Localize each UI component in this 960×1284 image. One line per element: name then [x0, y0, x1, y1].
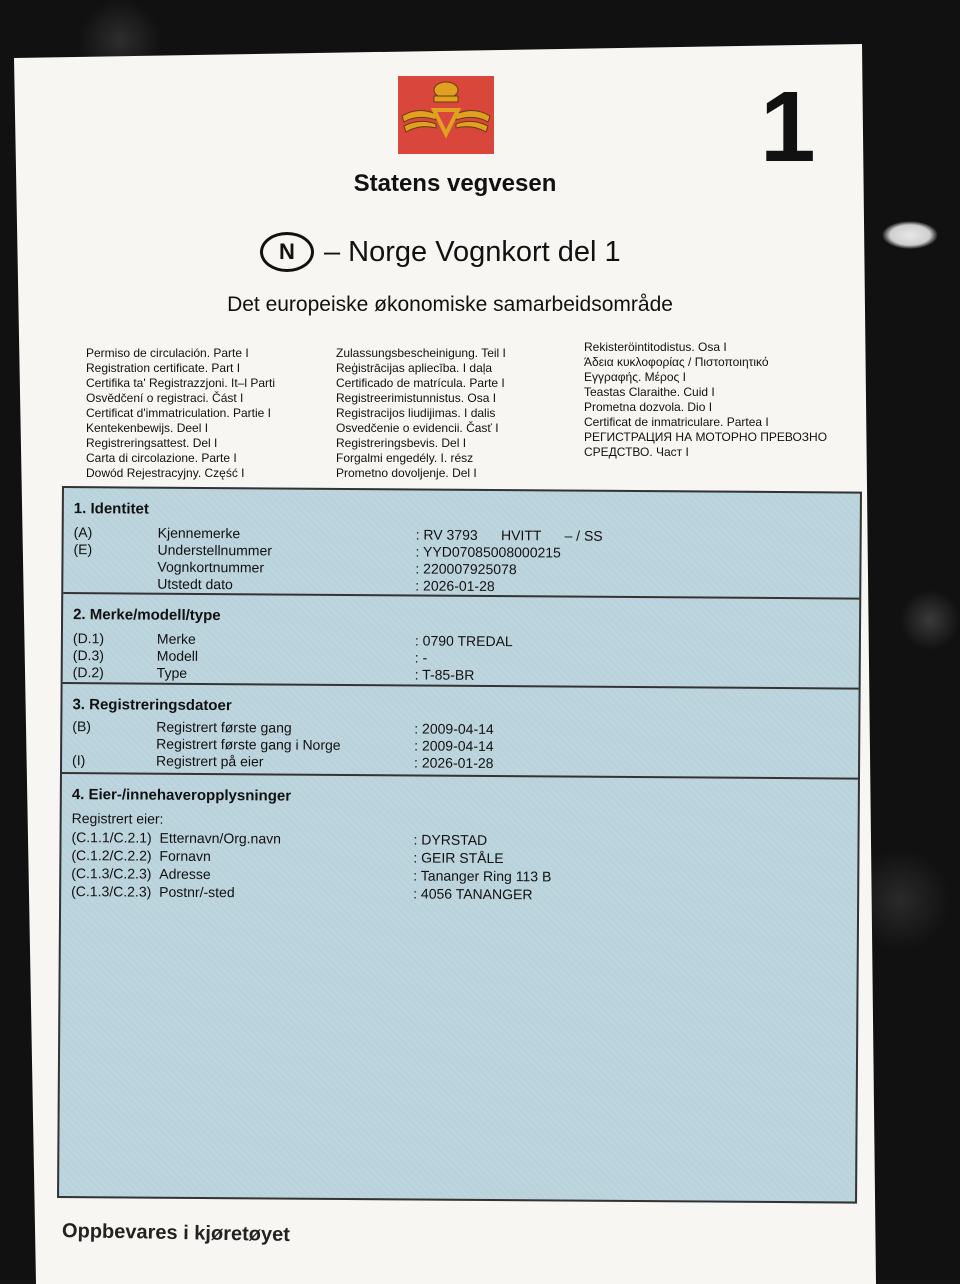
language-line: Registration certificate. Part I [86, 361, 241, 375]
field-code: (D.2) [72, 664, 104, 681]
crown-wheel-emblem-icon [398, 76, 494, 154]
field-label: Kjennemerke [157, 524, 241, 542]
field-code: (D.3) [72, 647, 104, 664]
document-title [260, 232, 621, 272]
field-label: Etternavn/Org.navn [159, 829, 282, 847]
field-value: : - [414, 649, 428, 666]
field-label: Utstedt dato [157, 575, 233, 593]
section-title: 3. Registreringsdatoer [72, 696, 232, 715]
field-value: : RV 3793 HVITT – / SS [415, 526, 603, 544]
language-line: Teastas Claraithe. Cuid I [584, 385, 715, 399]
section-title: 4. Eier-/innehaveropplysninger [71, 786, 292, 805]
language-line: Prometno dovoljenje. Del I [336, 466, 477, 480]
field-value: : DYRSTAD [413, 831, 488, 848]
field-label: Vognkortnummer [157, 558, 265, 576]
field-code: (E) [73, 541, 93, 558]
page-number: 1 [760, 71, 816, 183]
language-list-1 [86, 346, 275, 481]
field-code: (B) [72, 718, 92, 735]
field-label: Merke [156, 630, 196, 647]
language-line: Carta di circolazione. Parte I [86, 451, 237, 465]
agency-name: Statens vegvesen [353, 170, 557, 197]
field-label: Registrert første gang [156, 718, 292, 736]
language-line: Certificado de matrícula. Parte I [336, 376, 505, 390]
field-code: (I) [72, 752, 86, 769]
field-value: : T-85-BR [414, 666, 475, 683]
language-line: Rekisteröintitodistus. Osa I [584, 340, 727, 354]
language-line: Permiso de circulación. Parte I [86, 346, 249, 360]
field-value: : Tananger Ring 113 B [413, 867, 552, 885]
language-line: Prometna dozvola. Dio I [584, 400, 713, 414]
field-value: : 2026-01-28 [414, 754, 494, 772]
language-line: Forgalmi engedély. I. rész [336, 451, 474, 465]
field-code: (C.1.3/C.2.3) [71, 883, 152, 900]
field-label: Adresse [159, 865, 211, 883]
field-value: : 2026-01-28 [415, 577, 495, 595]
language-line: Dowód Rejestracyjny. Część I [86, 466, 245, 480]
language-line: Εγγραφής. Μέρος I [584, 370, 686, 384]
language-line: Osvedčenie o evidencii. Časť I [336, 421, 499, 435]
field-label: Type [156, 664, 188, 681]
field-label: Postnr/-sted [159, 883, 235, 901]
language-line: Registreringsattest. Del I [86, 436, 218, 450]
field-code: (A) [73, 524, 93, 541]
field-label: Registrert første gang i Norge [156, 735, 341, 753]
language-line: Certificat d'immatriculation. Partie I [86, 406, 272, 420]
section-merke-modell-type [63, 594, 860, 690]
field-label: Fornavn [159, 847, 211, 865]
language-line: Registreerimistunnistus. Osa I [336, 391, 497, 405]
language-line: Zulassungsbescheinigung. Teil I [336, 346, 506, 360]
field-value: : 2009-04-14 [414, 720, 494, 738]
language-line: Certifika ta' Registrazzjoni. It–l Parti [86, 376, 276, 390]
section-identitet [63, 488, 860, 600]
language-line: Osvědčení o registraci. Část I [86, 391, 244, 405]
language-line: Kentekenbewijs. Deel I [86, 421, 209, 435]
language-line: Άδεια κυκλοφορίας / Πιστοποιητικό [584, 355, 769, 369]
field-label: Modell [156, 647, 199, 664]
field-label: Registrert på eier [156, 752, 264, 770]
field-value: : 0790 TREDAL [414, 632, 513, 650]
document-subtitle: Det europeiske økonomiske samarbeidsområde [227, 293, 673, 316]
language-line: Reģistrācijas apliecība. I daļa [336, 361, 493, 375]
field-value: : YYD07085008000215 [415, 543, 561, 561]
language-list-2 [336, 346, 506, 481]
field-value: : 4056 TANANGER [413, 885, 533, 903]
section-title: 2. Merke/modell/type [73, 606, 221, 625]
owner-intro: Registrert eier: [71, 810, 164, 827]
field-code: (C.1.1/C.2.1) [71, 829, 152, 846]
field-value: : 2009-04-14 [414, 737, 494, 755]
field-value: : GEIR STÅLE [413, 849, 504, 867]
language-line: Registreringsbevis. Del I [336, 436, 467, 450]
field-code: (C.1.2/C.2.2) [71, 847, 152, 864]
field-label: Understellnummer [157, 541, 272, 559]
language-line: СРЕДСТВО. Част I [584, 445, 689, 459]
language-line: Registracijos liudijimas. I dalis [336, 406, 496, 420]
footer-note: Oppbevares i kjøretøyet [61, 1220, 291, 1246]
country-code-badge: N [260, 232, 314, 272]
title-text: – Norge Vognkort del 1 [324, 235, 621, 268]
language-list-3 [584, 340, 827, 460]
section-title: 1. Identitet [73, 500, 149, 518]
vehicle-data-panel [57, 486, 862, 1204]
language-line: РЕГИСТРАЦИЯ НА МОТОРНО ПРЕВОЗНО [584, 430, 828, 444]
section-eier [59, 774, 858, 1202]
field-code: (D.1) [72, 630, 105, 647]
agency-logo [398, 76, 494, 154]
language-line: Certificat de inmatriculare. Partea I [584, 415, 769, 429]
field-code: (C.1.3/C.2.3) [71, 865, 152, 882]
section-registreringsdatoer [62, 684, 859, 780]
field-value: : 220007925078 [415, 560, 517, 578]
